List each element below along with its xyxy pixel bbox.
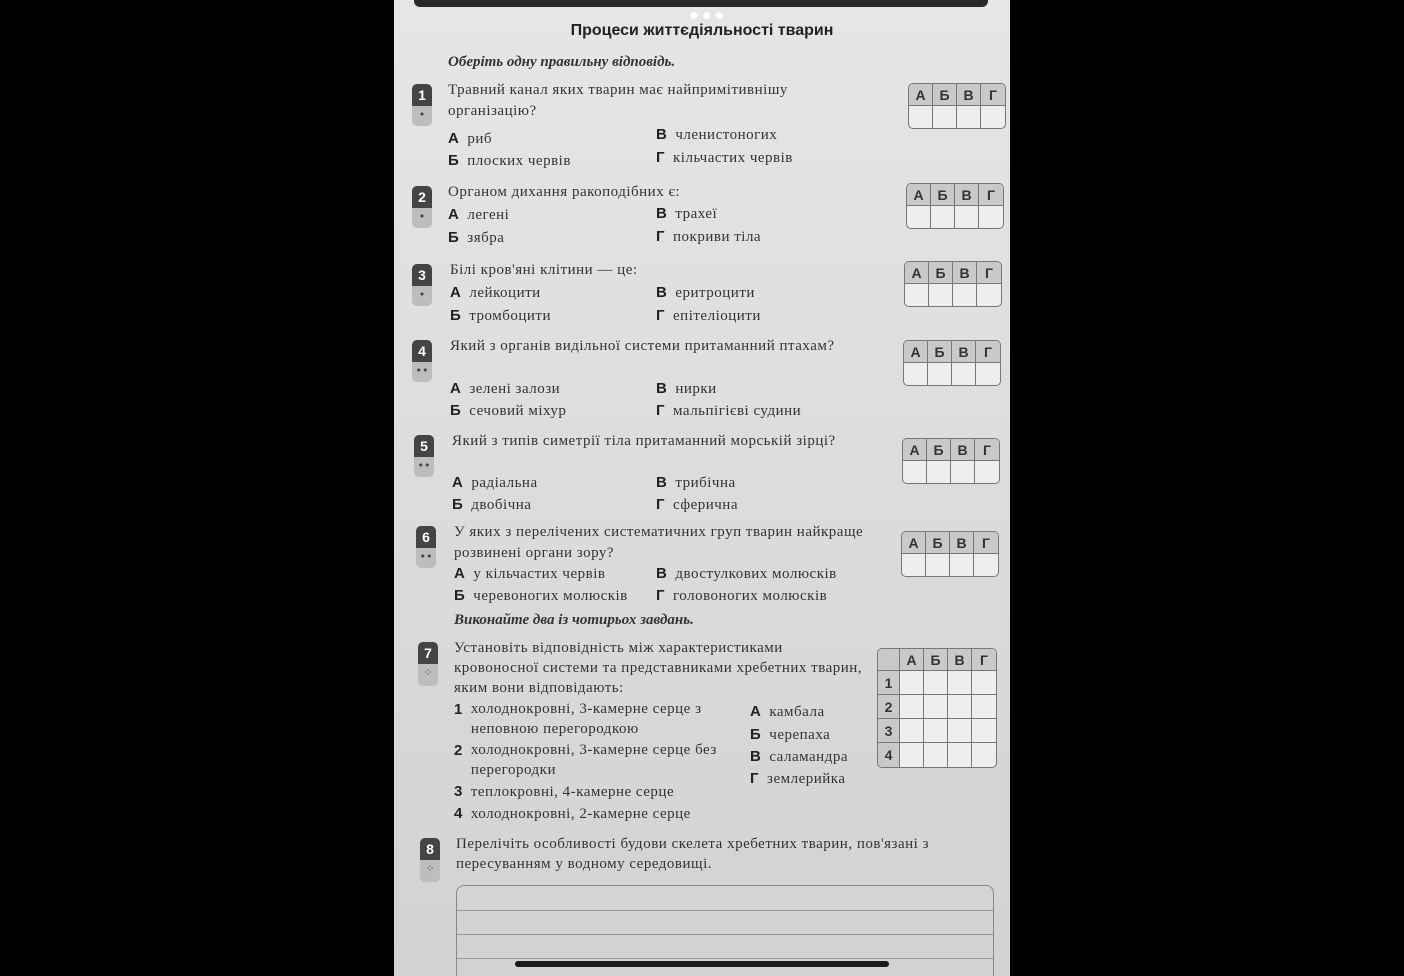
question-text: Травний канал яких тварин має найпримітивнішу організацію? <box>448 82 788 119</box>
option-b: Б плоских червів <box>448 152 571 169</box>
home-indicator[interactable] <box>515 961 889 967</box>
option-c: В трибічна <box>656 474 736 491</box>
option-c: В членистоногих <box>656 126 778 143</box>
instruction-single: Оберіть одну правильну відповідь. <box>448 54 676 70</box>
answer-grid-6[interactable]: А Б В Г <box>901 531 999 577</box>
top-bar <box>414 0 988 7</box>
right-item-a: А камбала <box>750 703 825 720</box>
option-b: Б черевоногих молюсків <box>454 587 628 604</box>
option-a: А легені <box>448 206 510 223</box>
question-number-badge: 1 • <box>412 84 432 126</box>
question-text: Перелічіть особливості будови скелета хребетних тварин, пов'язані з пересуванням у водному середовищі. <box>456 836 929 872</box>
answer-line <box>457 910 993 911</box>
question-number-badge: 5 •• <box>414 435 434 477</box>
answer-grid-2[interactable]: А Б В Г <box>906 183 1004 229</box>
answer-grid-5[interactable]: А Б В Г <box>902 438 1000 484</box>
question-text: Білі кров'яні клітини — це: <box>450 262 638 278</box>
left-item-4: 4 холоднокровні, 2-камерне серце <box>454 805 691 822</box>
question-number-badge: 8 ⁘ <box>420 838 440 882</box>
option-d: Г епітеліоцити <box>656 307 761 324</box>
question-number-badge: 7 ⁘ <box>418 642 438 686</box>
question-text: Органом дихання ракоподібних є: <box>448 184 681 200</box>
left-item-2: 2 холоднокровні, 3-камерне серце без перегородки <box>454 742 717 778</box>
question-number-badge: 3 • <box>412 264 432 306</box>
right-item-b: Б черепаха <box>750 726 831 743</box>
answer-grid-4[interactable]: А Б В Г <box>903 340 1001 386</box>
option-c: В нирки <box>656 380 717 397</box>
option-a: А у кільчастих червів <box>454 565 606 582</box>
option-a: А риб <box>448 130 493 147</box>
answer-line <box>457 934 993 935</box>
matching-grid-7[interactable]: А Б В Г 1 2 3 4 <box>877 648 997 768</box>
more-icon[interactable]: ● ● ● <box>690 11 725 21</box>
option-d: Г сферична <box>656 496 738 513</box>
question-number-badge: 4 •• <box>412 340 432 382</box>
left-item-1: 1 холоднокровні, 3-камерне серце з неповною перегородкою <box>454 701 702 737</box>
option-b: Б сечовий міхур <box>450 402 567 419</box>
option-c: В двостулкових молюсків <box>656 565 837 582</box>
answer-grid-1[interactable]: А Б В Г <box>908 83 1006 129</box>
option-b: Б двобічна <box>452 496 532 513</box>
option-a: А лейкоцити <box>450 284 541 301</box>
question-text: У яких з перелічених систематичних груп тварин найкраще розвинені органи зору? <box>454 524 864 561</box>
instruction-matching: Виконайте два із чотирьох завдань. <box>454 612 694 628</box>
worksheet-page <box>394 0 1010 976</box>
option-b: Б зябра <box>448 229 505 246</box>
option-a: А зелені залози <box>450 380 561 397</box>
question-text: Який з типів симетрії тіла притаманний морській зірці? <box>452 433 836 449</box>
option-d: Г мальпігієві судини <box>656 402 802 419</box>
option-d: Г кільчастих червів <box>656 149 793 166</box>
option-c: В еритроцити <box>656 284 755 301</box>
right-item-d: Г землерийка <box>750 770 846 787</box>
question-number-badge: 6 •• <box>416 526 436 568</box>
question-text: Установіть відповідність між характеристиками кровоносної системи та представниками хребетних тварин, яким вони відповідають: <box>454 640 863 696</box>
page-title: Процеси життєдіяльності тварин <box>570 22 834 39</box>
option-d: Г покриви тіла <box>656 228 762 245</box>
question-number-badge: 2 • <box>412 186 432 228</box>
option-d: Г головоногих молюсків <box>656 587 828 604</box>
left-item-3: 3 теплокровні, 4-камерне серце <box>454 783 675 800</box>
question-text: Який з органів видільної системи притаманний птахам? <box>450 338 835 354</box>
option-c: В трахеї <box>656 205 718 222</box>
answer-line <box>457 958 993 959</box>
option-b: Б тромбоцити <box>450 307 551 324</box>
answer-grid-3[interactable]: А Б В Г <box>904 261 1002 307</box>
option-a: А радіальна <box>452 474 538 491</box>
right-item-c: В саламандра <box>750 748 848 765</box>
